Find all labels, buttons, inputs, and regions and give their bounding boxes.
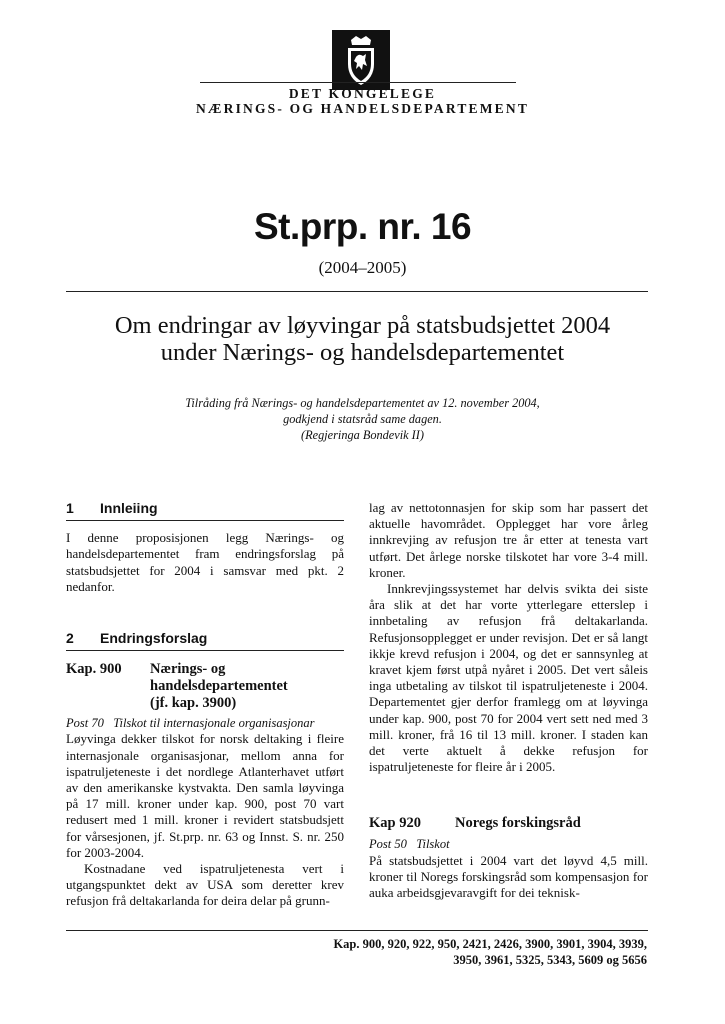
section-2-title: Endringsforslag bbox=[100, 630, 208, 647]
kap-900-number: Kap. 900 bbox=[66, 661, 122, 678]
kap-900-heading bbox=[66, 661, 344, 712]
kap-900-paragraph-1: Løyvinga dekker tilskot for norsk deltaking i fleire internasjonale organisasjonar, mellom anna for ispatruljeteneste i det nordlege Atlanterhavet utført av den amerikanske kystvakta. Den samla løyvinga på 17 mill. kroner under kap. 900, post 70 vart redusert med 1 mill. kroner i revidert statsbudsjett for vårsesjonen, jf. St.prp. nr. 63 og Innst. S. nr. 250 for 2003-2004. bbox=[66, 731, 344, 860]
kap-900-title-line2: handelsdepartementet bbox=[150, 678, 288, 695]
section-1-rule bbox=[66, 520, 344, 521]
kap-920-paragraph: På statsbudsjettet i 2004 vart det løyvd 4,5 mill. kroner til Noregs forskingsråd som kompensasjon for auka arbeidsgjevaravgift for dei teknisk- bbox=[369, 852, 648, 901]
document-subtitle bbox=[40, 312, 685, 366]
document-years: (2004–2005) bbox=[318, 258, 407, 277]
coat-of-arms-lion-icon bbox=[332, 30, 390, 90]
footer-kap-line1: Kap. 900, 920, 922, 950, 2421, 2426, 3900, 3901, 3904, 3939, bbox=[333, 937, 647, 951]
section-1-body: I denne proposisjonen legg Nærings- og handelsdepartementet fram endringsforslag på statsbudsjettet for 2004 i samsvar med pkt. 2 nedanfor. bbox=[66, 530, 344, 594]
section-2-number: 2 bbox=[66, 630, 74, 647]
kap-920-number: Kap 920 bbox=[369, 815, 421, 832]
approval-line1: Tilråding frå Nærings- og handelsdepartementet av 12. november 2004, bbox=[185, 396, 540, 410]
right-column bbox=[369, 500, 648, 901]
subtitle-line2: under Nærings- og handelsdepartementet bbox=[160, 339, 565, 366]
approval-line3: (Regjeringa Bondevik II) bbox=[301, 428, 424, 442]
section-2-rule bbox=[66, 650, 344, 651]
ministry-rule bbox=[200, 82, 516, 83]
title-divider bbox=[66, 291, 648, 292]
approval-note bbox=[100, 395, 625, 443]
section-1-title: Innleiing bbox=[100, 500, 158, 516]
document-title: St.prp. nr. 16 bbox=[253, 206, 472, 247]
kap-900-title-line3: (jf. kap. 3900) bbox=[150, 695, 237, 712]
ministry-name-line2: NÆRINGS- OG HANDELSDEPARTEMENT bbox=[195, 101, 530, 116]
kap-920-title: Noregs forskingsråd bbox=[455, 815, 581, 832]
left-column bbox=[66, 500, 344, 910]
kap-900-title bbox=[150, 661, 288, 712]
footer-rule bbox=[66, 930, 648, 931]
section-1-heading bbox=[66, 500, 344, 516]
section-2-heading bbox=[66, 630, 344, 646]
right-paragraph-1: lag av nettotonnasjen for skip som har passert det aktuelle havområdet. Opplegget har vore årleg innkrevjing av refusjon tre år etter at tenesta vart utført. Det årlege norske tilskotet har vore 3-4 mill. kroner. bbox=[369, 500, 648, 580]
kap-900-title-line1: Nærings- og bbox=[150, 661, 226, 678]
section-1-number: 1 bbox=[66, 500, 74, 516]
post-50-label: Post 50 Tilskot bbox=[369, 837, 450, 852]
footer-kap-list bbox=[47, 936, 647, 968]
right-paragraph-2: Innkrevjingssystemet har delvis svikta dei siste åra slik at det har vorte ytterlegare etterslep i innbetaling av refusjon frå deltakarlanda. Refusjonsopplegget er under revisjon. Det er så langt ikkje krevd refusjon i 2004, og det er sannsynleg at kravet kjem først utpå nyåret i 2005. Det vert såleis inga utbetaling av tilskot til ispatruljeteneste i 2004. Departementet gjer derfor framlegg om at løyvinga under kap. 900, post 70 for 2004 vert sett ned med 3 mill. kroner, frå 16 til 13 mill. kroner. I staden kan det verte aktuelt å dekke refusjon for ispatruljeteneste for fleire år i 2005. bbox=[369, 581, 648, 775]
kap-920-heading bbox=[369, 815, 648, 832]
ministry-name-line1: DET KONGELEGE bbox=[288, 86, 437, 101]
approval-line2: godkjend i statsråd same dagen. bbox=[283, 412, 442, 426]
subtitle-line1: Om endringar av løyvingar på statsbudsjettet 2004 bbox=[114, 312, 611, 339]
kap-900-paragraph-2: Kostnadane ved ispatruljetenesta vert i utgangspunktet dekt av USA som deretter krev refusjon frå deltakarlanda for deira delar på grunn- bbox=[66, 861, 344, 909]
footer-kap-line2: 3950, 3961, 5325, 5343, 5609 og 5656 bbox=[453, 953, 647, 967]
post-70-label: Post 70 Tilskot til internasjonale organisasjonar bbox=[66, 716, 315, 731]
